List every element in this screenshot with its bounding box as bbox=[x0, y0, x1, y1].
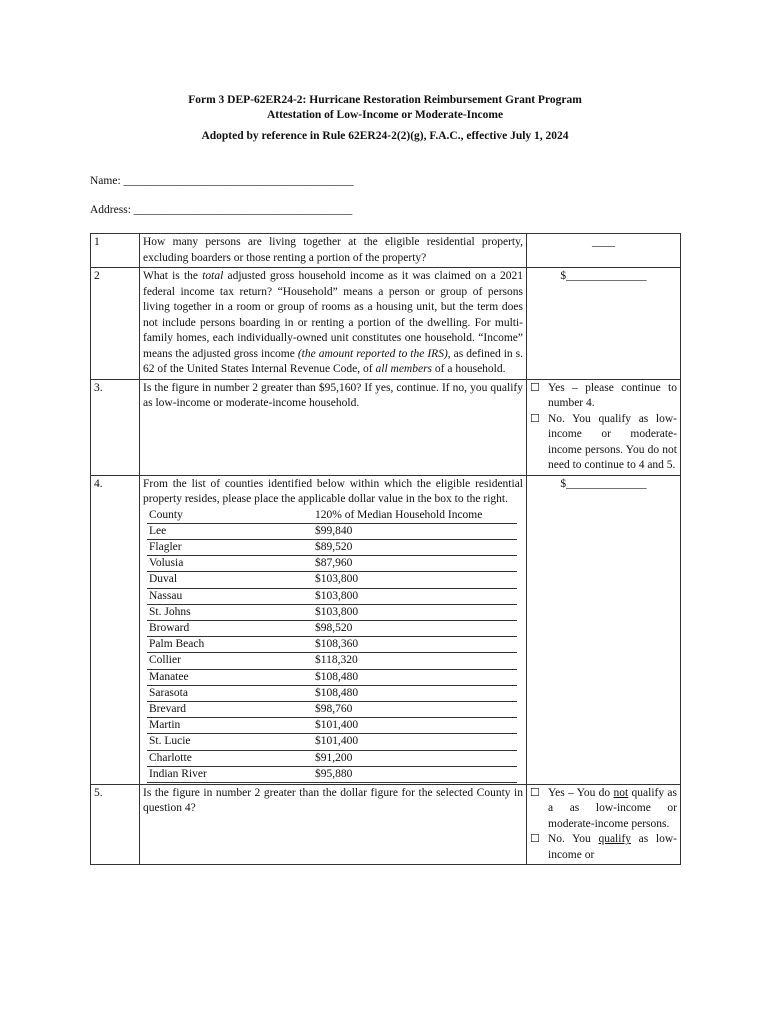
county-income: $101,400 bbox=[313, 734, 517, 750]
option-no[interactable] bbox=[530, 832, 677, 863]
checkbox-icon[interactable]: ☐ bbox=[530, 412, 540, 425]
county-name: Collier bbox=[147, 653, 313, 669]
county-income: $108,360 bbox=[313, 637, 517, 653]
county-name: Palm Beach bbox=[147, 637, 313, 653]
form-title: Form 3 DEP-62ER24-2: Hurricane Restoration Reimbursement Grant Program bbox=[188, 94, 582, 106]
text-part: qualify as a as low-income or moderate-income persons. bbox=[548, 786, 677, 830]
question-number: 1 bbox=[91, 234, 140, 268]
option-yes[interactable] bbox=[530, 381, 677, 412]
address-line[interactable]: ______________________________________ bbox=[133, 204, 353, 216]
column-header-county: County bbox=[147, 508, 313, 524]
question-number: 4. bbox=[91, 475, 140, 784]
county-income: $103,800 bbox=[313, 604, 517, 620]
question-text: Is the figure in number 2 greater than $95,160? If yes, continue. If no, you qualify as low-income or moderate-income household. bbox=[140, 379, 527, 475]
county-income: $118,320 bbox=[313, 653, 517, 669]
county-row bbox=[147, 669, 517, 685]
county-name: Lee bbox=[147, 523, 313, 539]
answer-options bbox=[527, 784, 681, 865]
question-number: 2 bbox=[91, 268, 140, 380]
text-emphasis: total bbox=[202, 270, 224, 282]
option-no[interactable] bbox=[530, 412, 677, 474]
county-name: St. Johns bbox=[147, 604, 313, 620]
question-text bbox=[140, 475, 527, 784]
county-income: $103,800 bbox=[313, 588, 517, 604]
text-part: , as defined in s. 62 of the United States Internal Revenue Code, of bbox=[143, 347, 523, 375]
county-name: Brevard bbox=[147, 701, 313, 717]
text-emphasis: all members bbox=[375, 363, 433, 375]
text-underline: qualify bbox=[598, 833, 632, 846]
county-name: Indian River bbox=[147, 766, 313, 782]
text-underline: not bbox=[613, 786, 629, 799]
county-income: $108,480 bbox=[313, 669, 517, 685]
county-row bbox=[147, 604, 517, 620]
county-name: Charlotte bbox=[147, 750, 313, 766]
county-row bbox=[147, 750, 517, 766]
option-label bbox=[548, 832, 677, 863]
checkbox-icon[interactable]: ☐ bbox=[530, 381, 540, 394]
county-income: $89,520 bbox=[313, 539, 517, 555]
county-row bbox=[147, 556, 517, 572]
county-row bbox=[147, 701, 517, 717]
checkbox-icon[interactable]: ☐ bbox=[530, 833, 540, 846]
county-income: $101,400 bbox=[313, 718, 517, 734]
county-table-header bbox=[147, 508, 517, 524]
question-text: Is the figure in number 2 greater than the dollar figure for the selected County in question 4? bbox=[140, 784, 527, 865]
question-number: 3. bbox=[91, 379, 140, 475]
adoption-note: Adopted by reference in Rule 62ER24-2(2)(g), F.A.C., effective July 1, 2024 bbox=[201, 130, 569, 142]
question-body: From the list of counties identified below within which the eligible residential property resides, please place the applicable dollar value in the box to the right. bbox=[143, 477, 523, 505]
county-income: $98,760 bbox=[313, 701, 517, 717]
county-income: $91,200 bbox=[313, 750, 517, 766]
persons-count-answer[interactable]: ____ bbox=[527, 234, 681, 268]
county-row bbox=[147, 620, 517, 636]
county-row bbox=[147, 523, 517, 539]
text-part: of a household. bbox=[432, 363, 506, 375]
question-row-2 bbox=[91, 268, 681, 380]
county-name: Sarasota bbox=[147, 685, 313, 701]
option-label: Yes – please continue to number 4. bbox=[548, 381, 677, 409]
address-label: Address: bbox=[90, 204, 131, 216]
county-name: Flagler bbox=[147, 539, 313, 555]
name-label: Name: bbox=[90, 175, 121, 187]
county-name: Martin bbox=[147, 718, 313, 734]
county-row bbox=[147, 588, 517, 604]
text-part: adjusted gross household income as it was claimed on a 2021 federal income tax return? “Household” means a person or group of persons living together in a room or group of rooms as a housing unit, but the term does not include persons boarding in or renting a portion of the dwelling. For multi-family homes, each individually-owned unit constitutes one household. “Income” means the adjusted gross income bbox=[143, 270, 523, 360]
county-rows bbox=[147, 523, 517, 782]
county-name: Broward bbox=[147, 620, 313, 636]
county-name: Volusia bbox=[147, 556, 313, 572]
option-label bbox=[548, 786, 677, 833]
county-income-table bbox=[147, 508, 517, 783]
county-row bbox=[147, 653, 517, 669]
option-yes[interactable] bbox=[530, 786, 677, 833]
county-row bbox=[147, 637, 517, 653]
county-row bbox=[147, 766, 517, 782]
address-field[interactable] bbox=[90, 204, 352, 216]
form-subtitle: Attestation of Low-Income or Moderate-Income bbox=[266, 109, 504, 121]
county-income: $103,800 bbox=[313, 572, 517, 588]
county-row bbox=[147, 572, 517, 588]
question-row-4 bbox=[91, 475, 681, 784]
attestation-table bbox=[90, 233, 681, 865]
question-number: 5. bbox=[91, 784, 140, 865]
county-value-answer[interactable]: $______________ bbox=[527, 475, 681, 784]
question-text bbox=[140, 268, 527, 380]
county-income: $108,480 bbox=[313, 685, 517, 701]
county-name: St. Lucie bbox=[147, 734, 313, 750]
county-income: $98,520 bbox=[313, 620, 517, 636]
county-row bbox=[147, 685, 517, 701]
option-label: No. You qualify as low-income or moderate-income persons. You do not need to continue to 4 and 5. bbox=[548, 412, 677, 471]
county-name: Nassau bbox=[147, 588, 313, 604]
name-field[interactable] bbox=[90, 175, 354, 187]
county-income: $99,840 bbox=[313, 523, 517, 539]
checkbox-icon[interactable]: ☐ bbox=[530, 786, 540, 799]
question-row-1 bbox=[91, 234, 681, 268]
county-income: $87,960 bbox=[313, 556, 517, 572]
text-part: Yes – You do bbox=[548, 786, 614, 799]
text-part: No. You bbox=[548, 833, 599, 846]
county-name: Duval bbox=[147, 572, 313, 588]
income-answer[interactable]: $______________ bbox=[527, 268, 681, 380]
county-income: $95,880 bbox=[313, 766, 517, 782]
answer-options bbox=[527, 379, 681, 475]
county-row bbox=[147, 539, 517, 555]
name-line[interactable]: ________________________________________ bbox=[123, 175, 354, 187]
text-emphasis: (the amount reported to the IRS) bbox=[297, 347, 448, 360]
question-row-3 bbox=[91, 379, 681, 475]
county-name: Manatee bbox=[147, 669, 313, 685]
county-row bbox=[147, 718, 517, 734]
county-row bbox=[147, 734, 517, 750]
question-text: How many persons are living together at the eligible residential property, excluding boarders or those renting a portion of the property? bbox=[140, 234, 527, 268]
column-header-income: 120% of Median Household Income bbox=[313, 508, 517, 524]
question-row-5 bbox=[91, 784, 681, 865]
text-part: What is the bbox=[143, 270, 203, 282]
text-part: as low-income or bbox=[548, 833, 677, 861]
